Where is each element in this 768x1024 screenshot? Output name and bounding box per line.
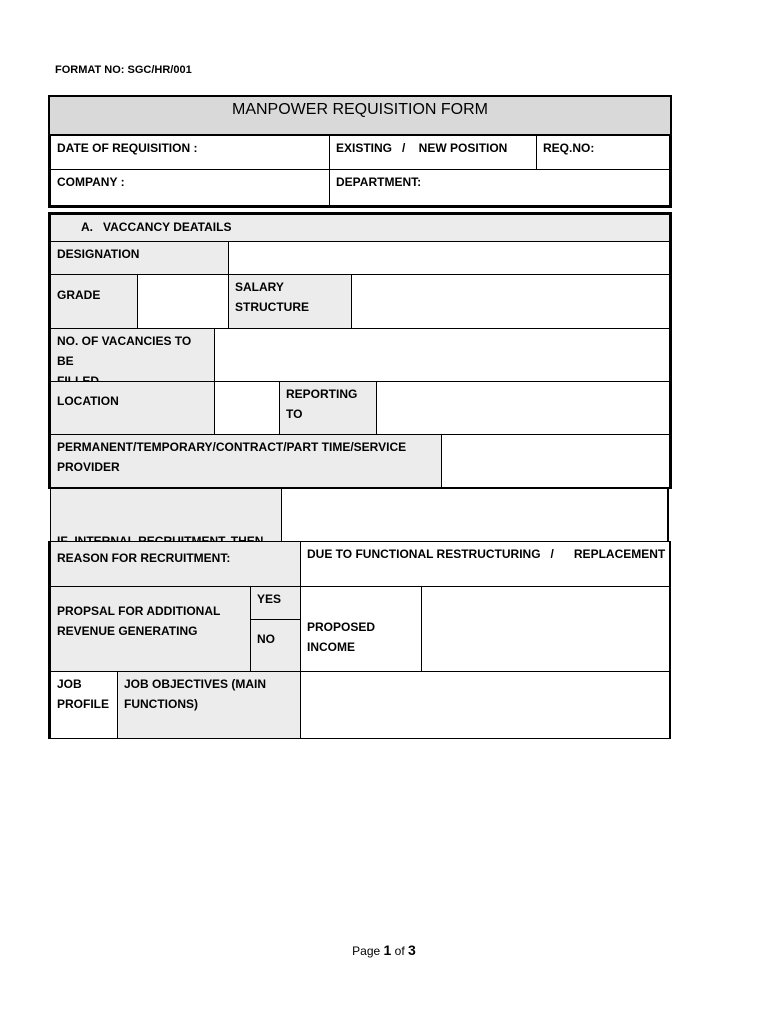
proposal-label-line1: PROPSAL FOR ADDITIONAL (57, 604, 221, 618)
req-no-field[interactable]: REQ.NO: (536, 135, 670, 170)
designation-label: DESIGNATION (50, 241, 229, 275)
total-pages: 3 (408, 942, 416, 958)
page-footer (0, 942, 768, 958)
proposed-income-label-line1: PROPOSED (307, 620, 376, 634)
job-profile-label (50, 671, 118, 739)
job-profile-label-line2: PROFILE (57, 697, 110, 711)
page-word: Page (352, 944, 381, 958)
salary-structure-label-line2: STRUCTURE (235, 300, 309, 314)
proposal-label-line2: REVENUE GENERATING (57, 624, 198, 638)
proposed-income-label-line2: INCOME (307, 640, 355, 654)
company-field[interactable]: COMPANY : (50, 169, 330, 206)
employment-type-label (50, 434, 442, 488)
salary-structure-input[interactable] (351, 274, 670, 329)
existing-new-position-field[interactable]: EXISTING / NEW POSITION (329, 135, 537, 170)
job-objectives-label (117, 671, 301, 739)
no-option[interactable]: NO (250, 619, 301, 672)
proposal-label (50, 586, 251, 672)
reason-options[interactable]: DUE TO FUNCTIONAL RESTRUCTURING / REPLACEMENT (300, 541, 670, 587)
location-input[interactable] (214, 381, 280, 435)
vacancies-label (50, 328, 215, 382)
proposed-income-label (300, 586, 422, 672)
location-label: LOCATION (50, 381, 215, 435)
vacancies-input[interactable] (214, 328, 670, 382)
grade-input[interactable] (137, 274, 229, 329)
department-field[interactable]: DEPARTMENT: (329, 169, 670, 206)
current-page: 1 (383, 942, 392, 958)
employment-type-input[interactable] (441, 434, 670, 488)
employment-type-label-line2: PROVIDER (57, 460, 120, 474)
reporting-to-label-line2: TO (286, 407, 303, 421)
date-of-requisition-field[interactable]: DATE OF REQUISITION : (50, 135, 330, 170)
grade-label: GRADE (50, 274, 138, 329)
employment-type-label-line1: PERMANENT/TEMPORARY/CONTRACT/PART TIME/SERVICE (57, 440, 407, 454)
job-profile-label-line1: JOB (57, 677, 82, 691)
salary-structure-label-line1: SALARY (235, 280, 284, 294)
salary-structure-label (228, 274, 352, 329)
reason-label: REASON FOR RECRUITMENT: (50, 541, 301, 587)
section-a-heading: A. VACCANCY DEATAILS (50, 214, 670, 242)
designation-input[interactable] (228, 241, 670, 275)
of-word: of (394, 944, 405, 958)
format-number: FORMAT NO: SGC/HR/001 (55, 64, 192, 76)
reporting-to-label-line1: REPORTING (286, 387, 358, 401)
job-objectives-label-line2: FUNCTIONS) (124, 697, 198, 711)
reporting-to-label (279, 381, 377, 435)
form-title: MANPOWER REQUISITION FORM (50, 97, 670, 135)
reporting-to-input[interactable] (376, 381, 670, 435)
vacancies-label-line1: NO. OF VACANCIES TO BE (57, 334, 192, 368)
internal-recruitment-label (50, 488, 282, 542)
job-objectives-label-line1: JOB OBJECTIVES (MAIN (124, 677, 267, 691)
right-border (669, 541, 671, 739)
job-objectives-input[interactable] (300, 671, 670, 739)
internal-recruitment-input[interactable] (281, 488, 669, 542)
yes-option[interactable]: YES (250, 586, 301, 620)
left-border (48, 541, 50, 739)
proposed-income-input[interactable] (421, 586, 670, 672)
